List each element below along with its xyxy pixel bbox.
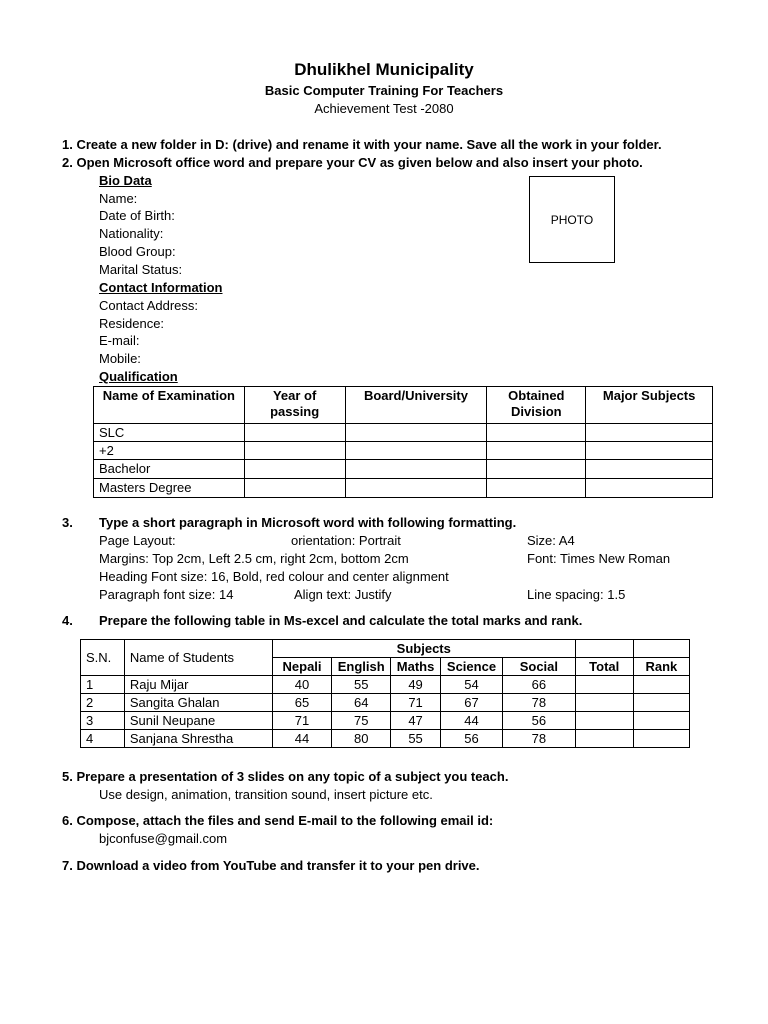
table-row: [94, 479, 713, 498]
q3-margins: Margins: Top 2cm, Left 2.5 cm, right 2cm, bottom 2cm: [99, 551, 409, 566]
question-2: 2. Open Microsoft office word and prepare your CV as given below and also insert your photo.: [62, 155, 643, 170]
photo-label: PHOTO: [550, 212, 594, 227]
qual-header-division: Obtained Division: [487, 387, 586, 424]
marks-student-name: Sunil Neupane: [124, 712, 272, 730]
table-row: [81, 730, 690, 748]
marks-sn: 1: [81, 676, 125, 694]
bio-field-name: Name:: [99, 191, 138, 206]
marks-nepali: 40: [272, 676, 331, 694]
bio-field-blood-group: Blood Group:: [99, 244, 176, 259]
q3-size: Size: A4: [527, 533, 575, 548]
marks-student-name: Sangita Ghalan: [124, 694, 272, 712]
q3-paragraph-font: Paragraph font size: 14: [99, 587, 234, 602]
marks-nepali: 44: [272, 730, 331, 748]
marks-maths: 47: [391, 712, 441, 730]
marks-header-subjects: Subjects: [272, 640, 575, 658]
qual-exam-cell: Masters Degree: [94, 479, 245, 498]
marks-table: [80, 639, 690, 748]
contact-field-email: E-mail:: [99, 333, 140, 348]
page-subtitle: Basic Computer Training For Teachers: [264, 83, 504, 98]
marks-sn: 2: [81, 694, 125, 712]
table-row: [81, 676, 690, 694]
bio-field-marital-status: Marital Status:: [99, 262, 183, 277]
marks-sn: 3: [81, 712, 125, 730]
marks-header-sn: S.N.: [81, 640, 125, 676]
q3-line-spacing: Line spacing: 1.5: [527, 587, 626, 602]
table-row: [94, 424, 713, 442]
question-5-detail: Use design, animation, transition sound, insert picture etc.: [99, 787, 433, 802]
marks-english: 55: [332, 676, 391, 694]
marks-maths: 71: [391, 694, 441, 712]
marks-nepali: 71: [272, 712, 331, 730]
marks-english: 80: [332, 730, 391, 748]
bio-field-dob: Date of Birth:: [99, 208, 175, 223]
qual-header-board: Board/University: [345, 387, 487, 424]
marks-header-nepali: Nepali: [272, 658, 331, 676]
question-4-number: 4.: [62, 613, 73, 628]
test-title: Achievement Test -2080: [314, 101, 454, 116]
question-6: 6. Compose, attach the files and send E-mail to the following email id:: [62, 813, 494, 828]
marks-header-total: Total: [575, 658, 633, 676]
contact-field-mobile: Mobile:: [99, 351, 141, 366]
qual-exam-cell: SLC: [94, 424, 245, 442]
qualification-heading: Qualification: [99, 369, 178, 384]
marks-student-name: Raju Mijar: [124, 676, 272, 694]
q3-font: Font: Times New Roman: [527, 551, 671, 566]
qual-exam-cell: Bachelor: [94, 460, 245, 479]
qual-exam-cell: +2: [94, 442, 245, 460]
table-row: [94, 442, 713, 460]
question-5: 5. Prepare a presentation of 3 slides on any topic of a subject you teach.: [62, 769, 509, 784]
photo-placeholder: [529, 176, 615, 263]
question-6-email: bjconfuse@gmail.com: [99, 831, 228, 846]
marks-header-name: Name of Students: [124, 640, 272, 676]
marks-social: 56: [503, 712, 575, 730]
contact-heading: Contact Information: [99, 280, 223, 295]
marks-maths: 49: [391, 676, 441, 694]
marks-nepali: 65: [272, 694, 331, 712]
marks-science: 54: [440, 676, 502, 694]
marks-student-name: Sanjana Shrestha: [124, 730, 272, 748]
marks-science: 67: [440, 694, 502, 712]
table-row: [81, 712, 690, 730]
table-row: [81, 694, 690, 712]
question-3: Type a short paragraph in Microsoft word with following formatting.: [99, 515, 517, 530]
table-row: [94, 460, 713, 479]
marks-header-social: Social: [503, 658, 575, 676]
qual-header-exam: Name of Examination: [94, 387, 245, 424]
question-4: Prepare the following table in Ms-excel and calculate the total marks and rank.: [99, 613, 583, 628]
marks-english: 64: [332, 694, 391, 712]
question-7: 7. Download a video from YouTube and transfer it to your pen drive.: [62, 858, 480, 873]
q3-page-layout: Page Layout:: [99, 533, 176, 548]
marks-social: 78: [503, 694, 575, 712]
marks-science: 56: [440, 730, 502, 748]
q3-heading-font: Heading Font size: 16, Bold, red colour and center alignment: [99, 569, 449, 584]
marks-social: 78: [503, 730, 575, 748]
qualification-table: [93, 386, 713, 498]
marks-maths: 55: [391, 730, 441, 748]
question-3-number: 3.: [62, 515, 73, 530]
question-1: 1. Create a new folder in D: (drive) and rename it with your name. Save all the work in your folder.: [62, 137, 662, 152]
marks-header-maths: Maths: [391, 658, 441, 676]
contact-field-residence: Residence:: [99, 316, 165, 331]
q3-align: Align text: Justify: [294, 587, 392, 602]
bio-field-nationality: Nationality:: [99, 226, 164, 241]
marks-science: 44: [440, 712, 502, 730]
q3-orientation: orientation: Portrait: [291, 533, 401, 548]
marks-social: 66: [503, 676, 575, 694]
bio-data-heading: Bio Data: [99, 173, 152, 188]
marks-header-english: English: [332, 658, 391, 676]
marks-header-rank: Rank: [633, 658, 689, 676]
marks-english: 75: [332, 712, 391, 730]
qual-header-subjects: Major Subjects: [586, 387, 713, 424]
marks-header-science: Science: [440, 658, 502, 676]
qual-header-year: Year of passing: [244, 387, 345, 424]
contact-field-address: Contact Address:: [99, 298, 198, 313]
marks-sn: 4: [81, 730, 125, 748]
page-title: Dhulikhel Municipality: [294, 60, 474, 79]
